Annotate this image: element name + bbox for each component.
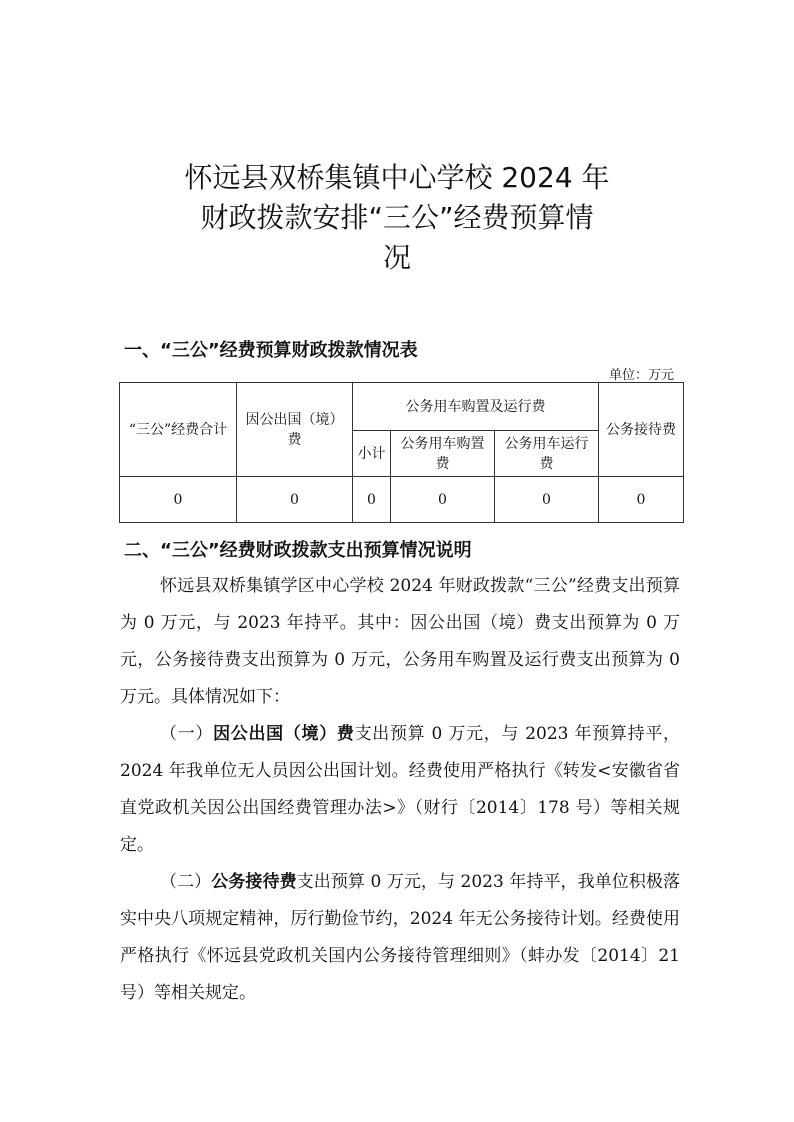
header-reception: 公务接待费	[599, 383, 684, 477]
value-abroad: 0	[237, 477, 353, 523]
value-vehicle-purchase: 0	[391, 477, 495, 523]
header-total: “三公”经费合计	[120, 383, 237, 477]
paragraph-abroad-prefix: （一）	[160, 724, 214, 744]
paragraph-reception-prefix: （二）	[160, 872, 212, 892]
document-title	[150, 158, 644, 278]
header-vehicle-operation: 公务用车运行费	[495, 431, 599, 477]
section-2-heading: 二、“三公”经费财政拨款支出预算情况说明	[124, 540, 472, 561]
title-line-1: 怀远县双桥集镇中心学校 2024 年	[184, 161, 610, 194]
section-1-heading: 一、“三公”经费预算财政拨款情况表	[124, 340, 418, 361]
paragraph-abroad	[120, 716, 680, 864]
paragraph-abroad-term: 因公出国（境）费	[213, 724, 355, 744]
value-subtotal: 0	[353, 477, 391, 523]
value-reception: 0	[599, 477, 684, 523]
value-total: 0	[120, 477, 237, 523]
header-vehicle: 公务用车购置及运行费	[353, 383, 599, 431]
paragraph-reception-term: 公务接待费	[211, 872, 297, 892]
paragraph-reception-text: 支出预算 0 万元，与 2023 年持平，我单位积极落实中央八项规定精神，厉行勤俭节约，2024 年无公务接待计划。经费使用严格执行《怀远县党政机关国内公务接待管理细则》（蚌办发〔2014〕21 号）等相关规定。	[120, 872, 681, 1003]
section-2-body	[120, 568, 680, 1012]
header-vehicle-purchase: 公务用车购置费	[391, 431, 495, 477]
paragraph-abroad-text: 支出预算 0 万元，与 2023 年预算持平， 2024 年我单位无人员因公出国计划。经费使用严格执行《转发<安徽省省直党政机关因公出国经费管理办法>》（财行〔2014〕178 号）等相关规定。	[120, 724, 681, 855]
table-row	[120, 477, 684, 523]
header-subtotal: 小计	[353, 431, 391, 477]
budget-table	[119, 382, 684, 523]
paragraph-reception	[120, 864, 680, 1012]
title-line-2: 财政拨款安排“三公”经费预算情	[200, 201, 594, 234]
paragraph-overview: 怀远县双桥集镇学区中心学校 2024 年财政拨款“三公”经费支出预算为 0 万元，与 2023 年持平。其中：因公出国（境）费支出预算为 0 万元，公务接待费支出预算为 0 万元，公务用车购置及运行费支出预算为 0 万元。具体情况如下：	[120, 576, 680, 707]
unit-label: 单位：万元	[608, 368, 674, 383]
value-vehicle-operation: 0	[495, 477, 599, 523]
title-line-3: 况	[382, 241, 411, 274]
header-abroad: 因公出国（境）费	[237, 383, 353, 477]
